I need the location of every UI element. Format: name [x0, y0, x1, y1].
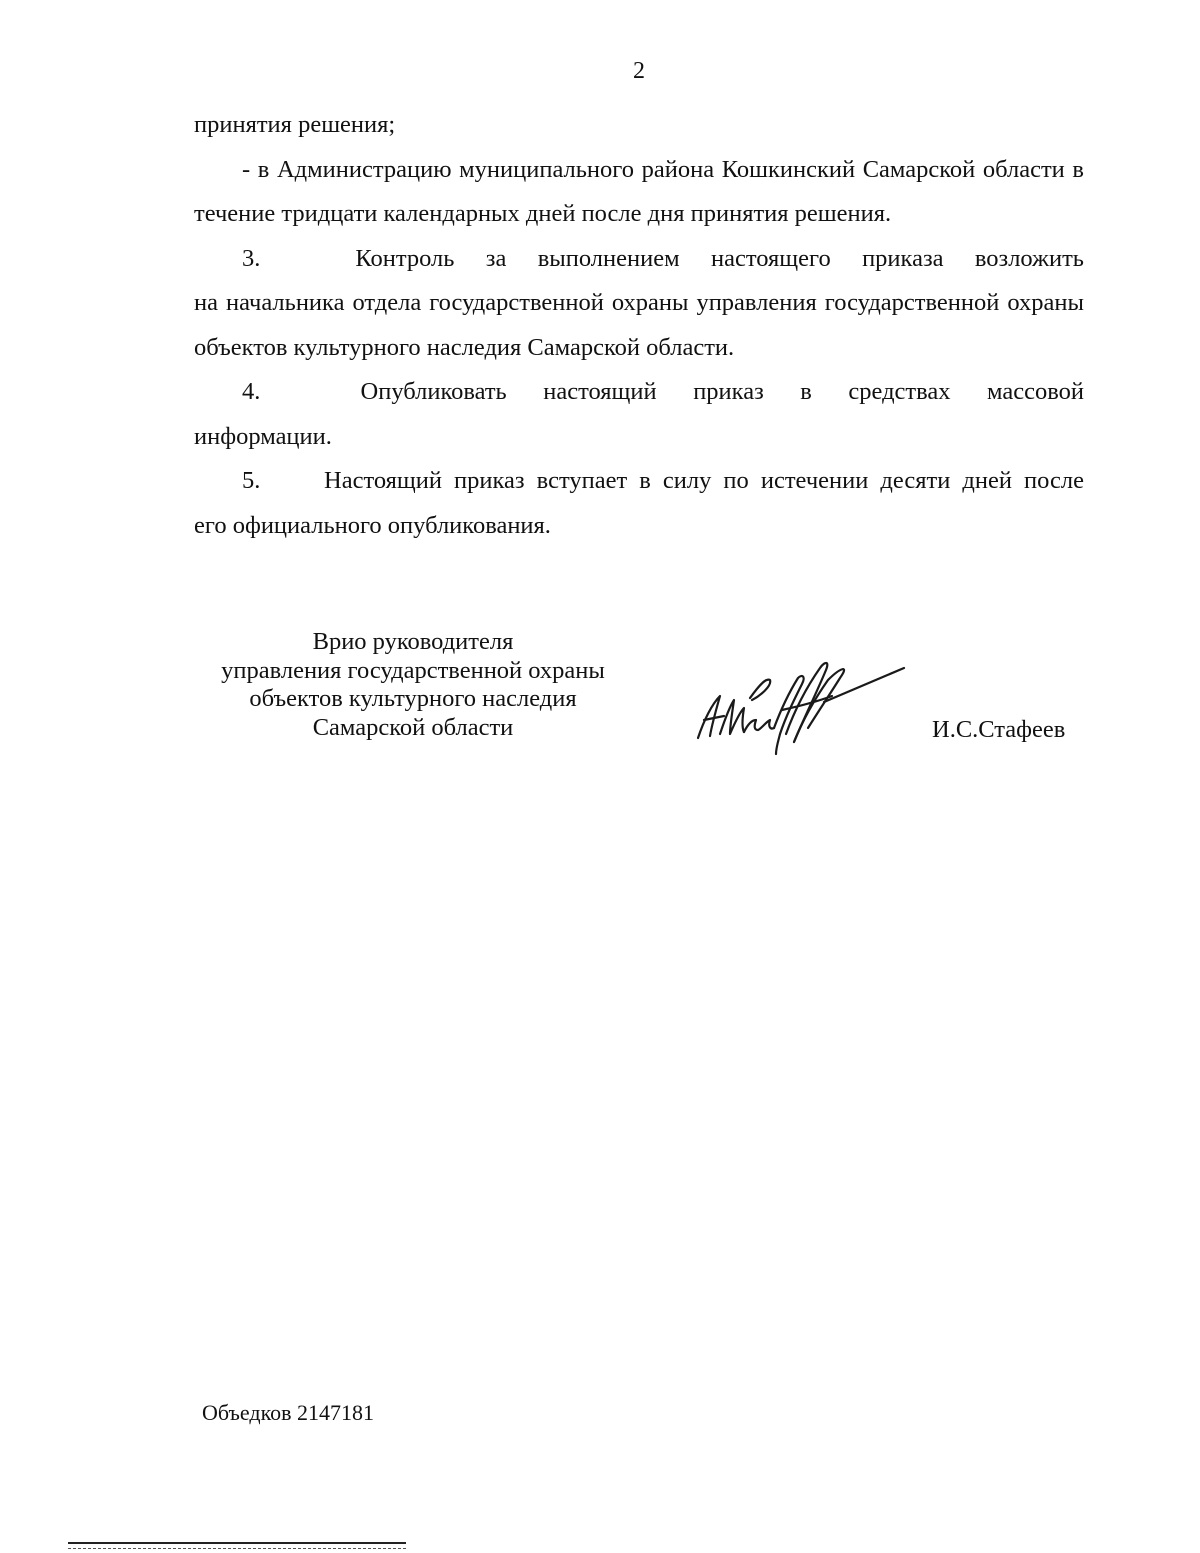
signer-title	[200, 628, 626, 742]
item-5-number: 5.	[242, 467, 261, 494]
signer-title-line: управления государственной охраны	[221, 656, 605, 684]
item-3-first-line	[242, 237, 1084, 282]
signer-title-line: Самарской области	[312, 713, 514, 741]
signer-name: И.С.Стафеев	[932, 716, 1066, 743]
item-5-first-line	[242, 459, 1084, 504]
item-3-word: возложить	[974, 244, 1084, 272]
handwritten-signature	[690, 650, 920, 760]
footer-rule	[68, 1548, 406, 1549]
paragraph-administration: - в Администрацию муниципального района Кошкинский Самарской области в течение тридцати календарных дней после дня принятия решения.	[194, 155, 1084, 227]
item-4-word: Опубликовать	[360, 378, 507, 405]
item-4-word: массовой	[987, 378, 1084, 405]
item-3-word: настоящего	[710, 244, 831, 272]
item-4-rest: информации.	[194, 422, 332, 450]
item-4-word: приказ	[693, 378, 764, 405]
footer-rule	[68, 1542, 406, 1544]
page-number: 2	[633, 58, 645, 84]
item-4-number: 4.	[242, 378, 261, 405]
item-3-word: за	[485, 244, 507, 272]
item-4-word: средствах	[848, 378, 951, 405]
paragraph-continuation: принятия решения;	[194, 111, 396, 138]
item-5-rest: его официального опубликования.	[194, 511, 551, 539]
document-body	[194, 103, 1084, 548]
item-4-word: настоящий	[543, 378, 657, 405]
item-3-word: Контроль	[355, 244, 455, 272]
item-3-word: выполнением	[537, 244, 680, 272]
item-4-word: в	[800, 378, 812, 405]
item-5-first: Настоящий приказ вступает в силу по истечении десяти дней после	[324, 467, 1084, 494]
signer-title-line: объектов культурного наследия	[249, 685, 577, 712]
executor-contact: Объедков 2147181	[202, 1400, 375, 1425]
item-4-first-line	[242, 370, 1084, 415]
item-3-word: приказа	[862, 244, 944, 272]
item-3-rest: на начальника отдела государственной охраны управления государственной охраны объектов культурного наследия Самарской области.	[194, 289, 1084, 361]
signer-title-line: Врио руководителя	[312, 628, 514, 655]
item-3-number: 3.	[242, 244, 261, 272]
